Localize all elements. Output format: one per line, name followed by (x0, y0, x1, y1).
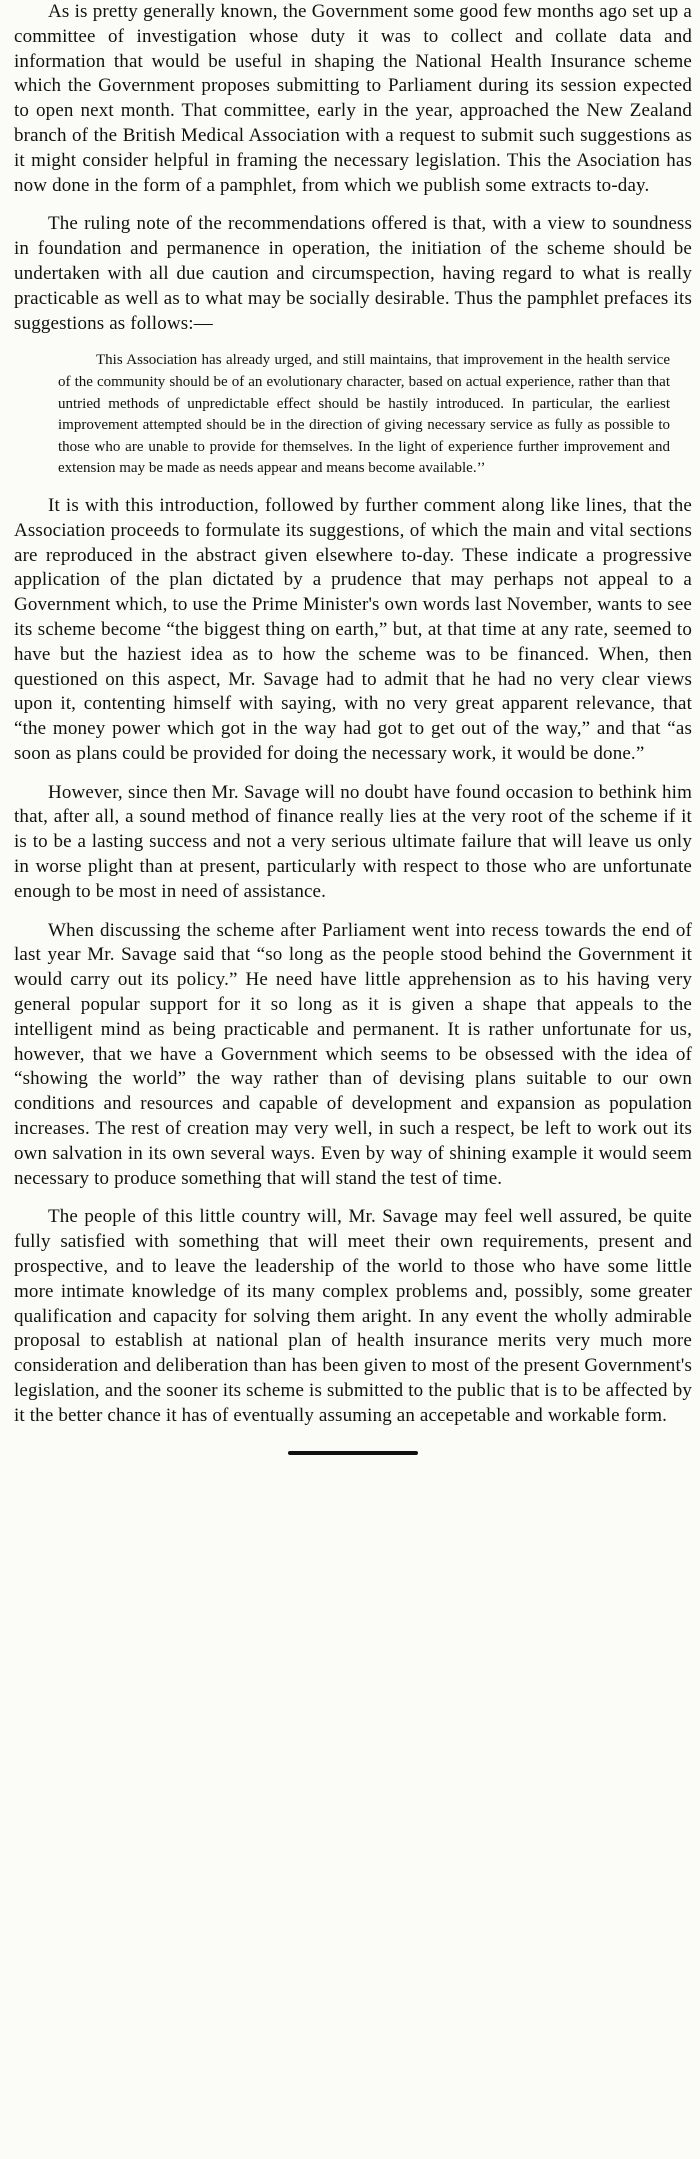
paragraph-gap (14, 767, 692, 781)
paragraph-recess: When discussing the scheme after Parliament went into recess towards the end of last year Mr. Savage said that “so long as the people stood behind the Government it would carry out its policy.” He need have little apprehension as to his having very general popular support for it so long as it is given a shape that appeals to the intelligent mind as being practicable and permanent. It is rather unfortunate for us, however, that we have a Government which seems to be obsessed with the idea of “showing the world” the way rather than of devising plans suitable to our own conditions and resources and capable of development and expansion as population increases. The rest of creation may very well, in such a respect, be left to work out its own salvation in its own several ways. Even by way of shining example it would seem necessary to produce something that will stand the test of time. (14, 919, 692, 1189)
paragraph-committee: As is pretty generally known, the Government some good few months ago set up a committee of investigation whose duty it was to collect and collate data and information that would be useful in shaping the National Health Insurance scheme which the Government proposes submitting to Parliament during its session expected to open next month. That committee, early in the year, approached the New Zealand branch of the British Medical Association with a request to submit such suggestions as it might consider helpful in framing the necessary legislation. This the Asociation has now done in the form of a pamphlet, from which we publish some extracts to-day. (14, 1, 692, 196)
pamphlet-quote: This Association has already urged, and still maintains, that improvement in the health service of the community should be of an evolutionary character, based on actual experience, rather than that untried methods of unpredictable effect should be hastily introduced. In particular, the earliest improvement attempted should be in the direction of giving necessary service as fully as possible to those who are unable to provide for themselves. In the light of experience further improvement and extension may be made as needs appear and means become available.’’ (58, 352, 670, 477)
paragraph-gap (14, 198, 692, 212)
paragraph-introduction: It is with this introduction, followed by further comment along like lines, that the Association proceeds to formulate its suggestions, of which the main and vital sections are reproduced in the abstract given elsewhere to-day. These indicate a progressive application of the plan dictated by a prudence that may perhaps not appeal to a Government which, to use the Prime Minister's own words last November, wants to see its scheme become “the biggest thing on earth,” but, at that time at any rate, seemed to have but the haziest idea as to how the scheme was to be financed. When, then questioned on this aspect, Mr. Savage had to admit that he had no very clear views upon it, contenting himself with saying, with no very great apparent relevance, that “the money power which got in the way had got to get out of the way,” and that “as soon as plans could be provided for doing the necessary work, it would be done.” (14, 494, 692, 764)
paragraph-gap (14, 905, 692, 919)
paragraph-ruling-note: The ruling note of the recommendations offered is that, with a view to soundness in foundation and permanence in operation, the initiation of the scheme should be undertaken with all due caution and circumspection, having regard to what is really practicable as well as to what may be socially desirable. Thus the pamphlet prefaces its suggestions as follows:— (14, 213, 692, 334)
end-rule (288, 1451, 418, 1455)
paragraph-gap (14, 1191, 692, 1205)
paragraph-finance: However, since then Mr. Savage will no doubt have found occasion to bethink him that, after all, a sound method of finance really lies at the very root of the scheme if it is to be a lasting success and not a very serious ultimate failure that will leave us only in worse plight than at present, particularly with respect to those who are unfortunate enough to be most in need of assistance. (14, 781, 692, 902)
paragraph-conclusion: The people of this little country will, Mr. Savage may feel well assured, be quite fully satisfied with something that will meet their own requirements, present and prospective, and to leave the leadership of the world to those who have some little more intimate knowledge of its many complex problems and, possibly, some greater qualification and capacity for solving them aright. In any event the wholly admirable proposal to establish at national plan of health insurance merits very much more consideration and deliberation than has been given to most of the present Government's legislation, and the sooner its scheme is submitted to the public that is to be affected by it the better chance it has of eventually assuming an accepetable and workable form. (14, 1206, 692, 1426)
